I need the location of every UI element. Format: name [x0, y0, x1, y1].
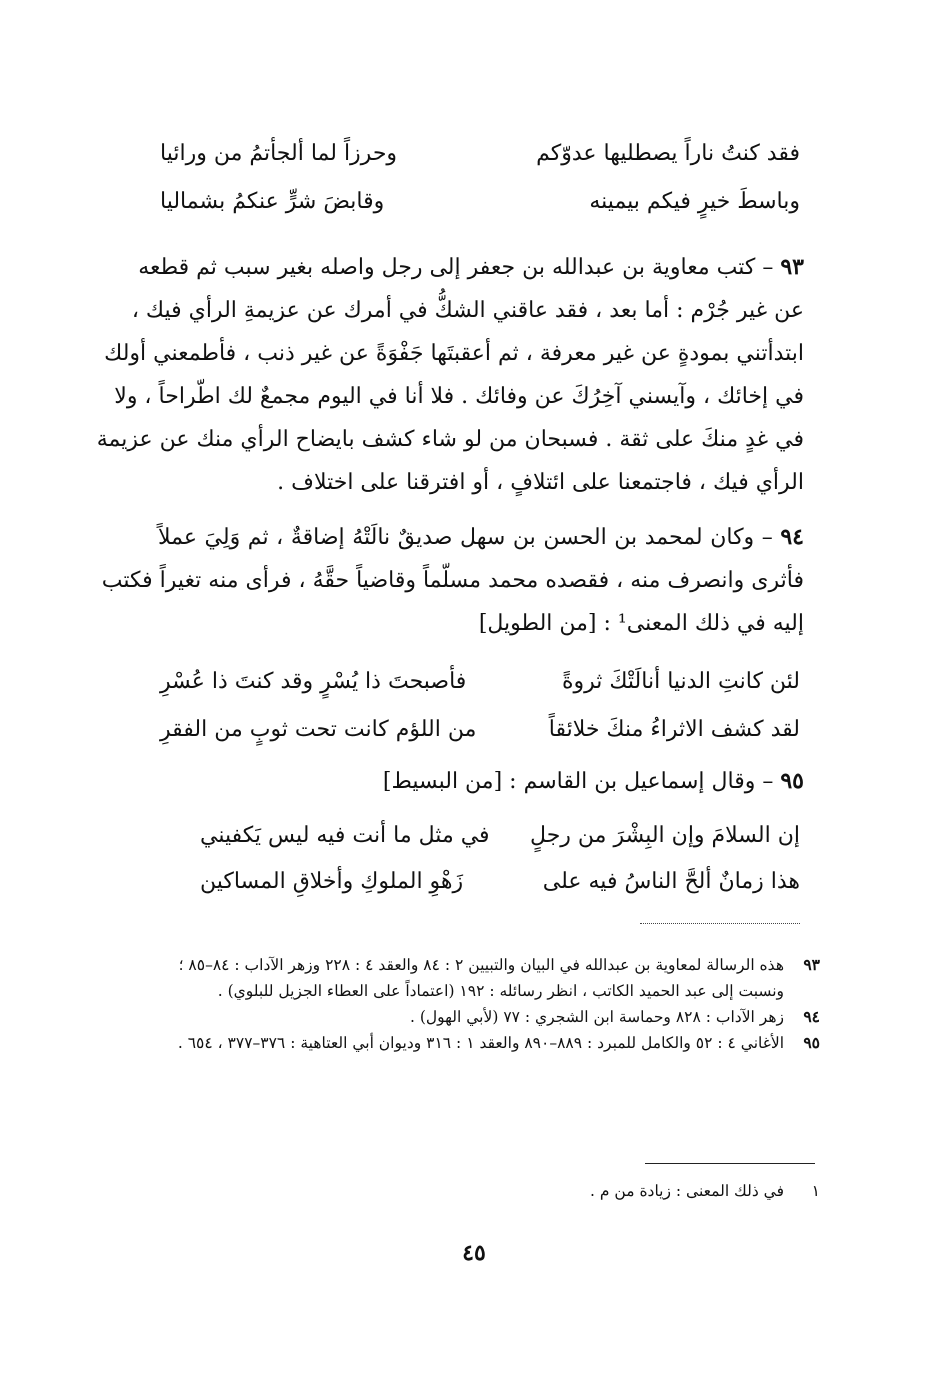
hemistich-first: لقد كشف الاثراءُ منكَ خلائقاً — [548, 717, 800, 742]
verse-line — [160, 136, 800, 172]
hemistich-first: فقد كنتُ ناراً يصطليها عدوّكم — [536, 141, 800, 166]
hemistich-first: وباسطَ خيرٍ فيكم بيمينه — [589, 189, 800, 214]
hemistich-second: في مثل ما أنت فيه ليس يَكفيني — [200, 823, 490, 848]
verse-line — [160, 184, 800, 220]
verse-line — [160, 664, 800, 700]
hemistich-first: لئن كانتِ الدنيا أنالَتْكَ ثروةً — [561, 669, 800, 694]
hemistich-second: زَهْوِ الملوكِ وأخلاقِ المساكين — [200, 869, 464, 894]
footnote — [500, 1178, 820, 1204]
paragraph-line: الرأي فيك ، فاجتمعنا على ائتلافٍ ، أو افترقنا على اختلاف . — [277, 470, 804, 495]
paragraph-number: ٩٥ — [780, 768, 804, 794]
verse-line — [160, 712, 800, 748]
hemistich-second: وحرزاً لما ألجأتمُ من ورائيا — [160, 141, 398, 166]
verse-line — [200, 864, 800, 900]
note-number: ٩٥ — [803, 1033, 820, 1052]
verse-line — [200, 818, 800, 854]
paragraph-line: ٩٥ – وقال إسماعيل بن القاسم : [من البسيط] — [382, 768, 804, 794]
hemistich-first: إن السلامَ وإن البِشْرَ من رجلٍ — [530, 823, 800, 848]
paragraph-line: ابتدأتني بمودةٍ عن غير معرفة ، ثم أعقبتَها جَفْوَةً عن غير ذنب ، فأطمعني أولك — [104, 341, 804, 366]
notes-divider — [640, 923, 800, 924]
paragraph-line: في غدٍ منكَ على ثقة . فسبحان من لو شاء كشف بايضاح الرأي منك عن عزيمة — [96, 427, 804, 452]
paragraph-line: إليه في ذلك المعنى¹ : [من الطويل] — [478, 611, 804, 636]
footnote-divider — [645, 1163, 815, 1164]
footnote-number: ١ — [811, 1182, 820, 1200]
note-text: زهر الآداب : ٨٢٨ وحماسة ابن الشجري : ٧٧ (لأبي الهول) . — [409, 1008, 784, 1026]
note-text: هذه الرسالة لمعاوية بن عبدالله في البيان والتبيين ٢ : ٨٤ والعقد ٤ : ٢٢٨ وزهر الآداب : ٨٤–٨٥ ؛ ونسبت إلى عبد الحميد الكاتب ، انظر رسائله : ١٩٢ (اعتماداً على العطاء الجزيل للبلوي) . — [178, 956, 784, 1000]
hemistich-second: فأصبحتَ ذا يُسْرٍ وقد كنتَ ذا عُسْرِ — [160, 669, 467, 694]
page-number: ٤٥ — [462, 1240, 486, 1266]
paragraph-line: عن غير جُرْم : أما بعد ، فقد عاقني الشكُّ في أمرك عن عزيمةِ الرأي فيك ، — [131, 298, 804, 323]
paragraph-line: ٩٣ – كتب معاوية بن عبدالله بن جعفر إلى رجل واصله بغير سبب ثم قطعه — [138, 254, 804, 280]
source-note — [160, 1030, 820, 1056]
paragraph-93 — [96, 246, 804, 504]
paragraph-95 — [158, 760, 804, 803]
note-text: الأغاني ٤ : ٥٢ والكامل للمبرد : ٨٨٩–٨٩٠ والعقد ١ : ٣١٦ وديوان أبي العتاهية : ٣٧٦–٣٧٧ ، ٦٥٤ . — [177, 1034, 784, 1052]
note-number: ٩٤ — [803, 1007, 820, 1026]
hemistich-second: من اللؤم كانت تحت ثوبٍ من الفقرِ — [160, 717, 477, 742]
source-notes — [160, 952, 820, 1056]
hemistich-second: وقابضَ شرٍّ عنكمُ بشماليا — [160, 189, 385, 214]
hemistich-first: هذا زمانٌ ألحَّ الناسُ فيه على — [542, 869, 800, 894]
paragraph-line: في إخائك ، وآيسني آخِرُكَ عن وفائك . فلا أنا في اليوم مجمعٌ لك اطّراحاً ، ولا — [114, 384, 804, 409]
paragraph-line: فأثرى وانصرف منه ، فقصده محمد مسلّماً وقاضياً حقَّهُ ، فرأى منه تغيراً فكتب — [101, 568, 804, 593]
source-note — [160, 1004, 820, 1030]
paragraph-number: ٩٣ — [780, 254, 804, 280]
paragraph-number: ٩٤ — [780, 524, 804, 550]
paragraph-line: ٩٤ – وكان لمحمد بن الحسن بن سهل صديقٌ نالَتْهُ إضاقةٌ ، ثم وَلِيَ عملاً — [158, 524, 804, 550]
source-note — [160, 952, 820, 1004]
note-number: ٩٣ — [803, 955, 820, 974]
footnote-text: في ذلك المعنى : زيادة من م . — [590, 1182, 784, 1200]
paragraph-94 — [101, 516, 804, 645]
